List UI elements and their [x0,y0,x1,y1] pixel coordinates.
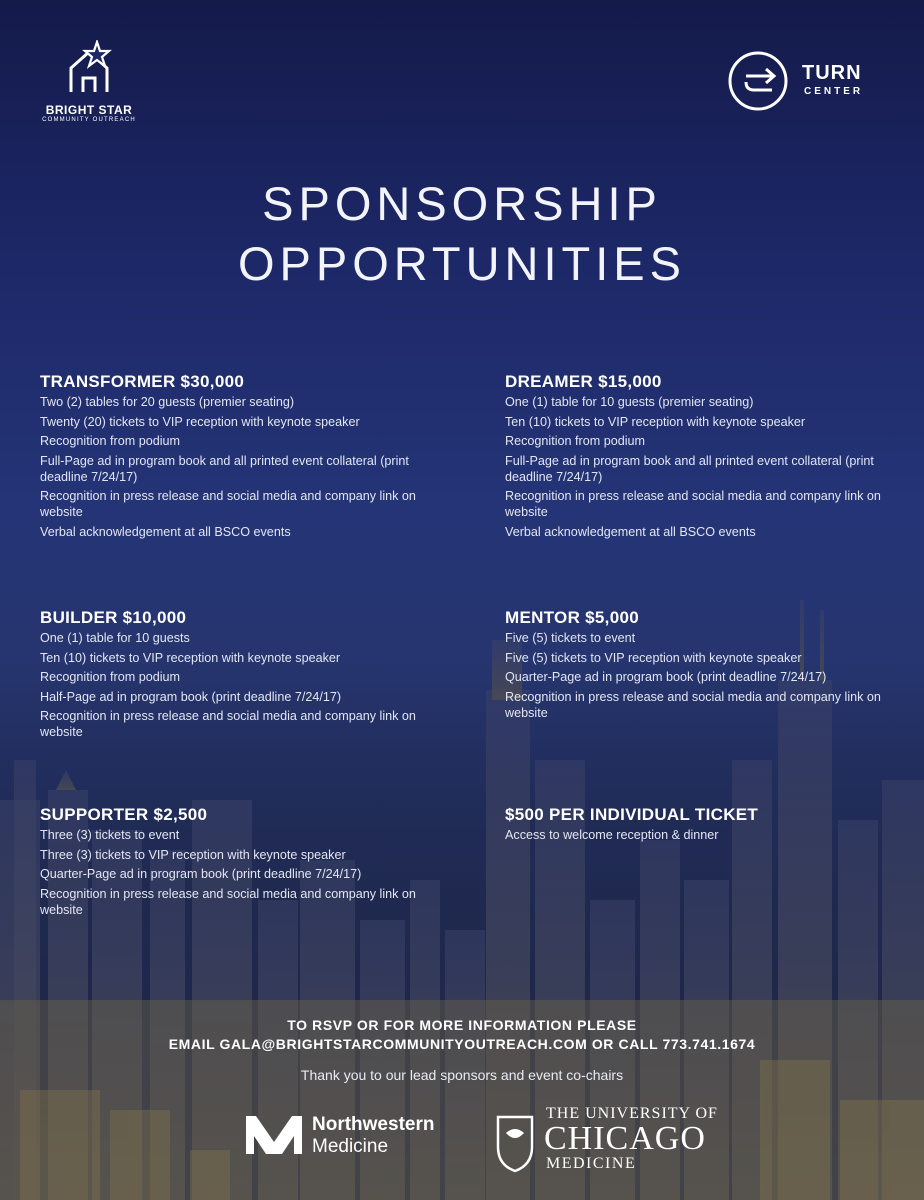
turn-arrow-icon [726,48,794,114]
benefit-item: Quarter-Page ad in program book (print deadline 7/24/17) [40,867,362,881]
benefit-item: Three (3) tickets to VIP reception with keynote speaker [40,847,346,862]
bright-star-name: BRIGHT STAR [45,103,133,117]
benefit-item: Five (5) tickets to event [505,631,636,645]
tier-heading: DREAMER $15,000 [505,372,662,391]
tier-mentor [505,608,924,724]
benefit-item: Verbal acknowledgement at all BSCO events [40,524,291,539]
tier-transformer [40,372,460,543]
uchicago-medicine-logo [494,1103,734,1175]
benefit-item: Recognition in press release and social media and company link on website [40,886,416,917]
benefit-item: Two (2) tables for 20 guests (premier seating) [40,395,295,409]
benefit-item: Recognition in press release and social media and company link on website [505,489,881,519]
turn-center-logo [726,48,896,114]
benefit-item: Recognition from podium [40,670,181,684]
northwestern-medicine-logo [244,1112,474,1162]
tier-individual-ticket [505,805,924,847]
tier-builder [40,608,460,744]
tier-heading: TRANSFORMER $30,000 [40,372,245,391]
thanks-line: Thank you to our lead sponsors and event co-chairs [300,1067,624,1083]
uchicago-shield-icon [494,1103,538,1175]
benefit-item: Access to welcome reception & dinner [505,828,719,842]
benefit-item: Three (3) tickets to event [40,828,180,842]
benefit-item: Quarter-Page ad in program book (print deadline 7/24/17) [505,670,827,684]
uchicago-line3: MEDICINE [546,1155,637,1172]
benefit-item: Ten (10) tickets to VIP reception with keynote speaker [505,414,806,429]
page-title-line1: SPONSORSHIP [262,177,662,230]
tier-heading: BUILDER $10,000 [40,608,187,627]
benefit-item: Verbal acknowledgement at all BSCO events [505,524,756,539]
tier-heading: SUPPORTER $2,500 [40,805,208,824]
benefit-item: Five (5) tickets to VIP reception with keynote speaker [505,650,802,665]
nm-monogram-icon [244,1112,304,1158]
benefit-item: Half-Page ad in program book (print deadline 7/24/17) [40,689,342,704]
rsvp-line-1: TO RSVP OR FOR MORE INFORMATION PLEASE [287,1017,637,1033]
tier-heading: $500 PER INDIVIDUAL TICKET [505,805,759,824]
tier-dreamer [505,372,924,543]
benefit-item: One (1) table for 10 guests (premier seating) [505,395,754,409]
uchicago-line1: THE UNIVERSITY OF [546,1105,718,1122]
turn-center-name: TURN [802,62,862,84]
bright-star-subtitle: COMMUNITY OUTREACH [42,117,136,123]
benefit-item: Recognition from podium [40,434,181,448]
benefit-item: Recognition in press release and social media and company link on website [40,489,416,519]
benefit-item: Recognition in press release and social media and company link on website [505,689,881,720]
turn-center-subtitle: CENTER [804,86,864,97]
benefit-item: One (1) table for 10 guests [40,631,190,645]
northwestern-medicine: Medicine [312,1136,389,1157]
northwestern-name: Northwestern [312,1114,435,1135]
bright-star-logo [34,40,144,123]
house-star-icon [61,40,117,96]
benefit-item: Twenty (20) tickets to VIP reception with keynote speaker [40,414,360,429]
benefit-item: Ten (10) tickets to VIP reception with keynote speaker [40,650,341,665]
tier-heading: MENTOR $5,000 [505,608,639,627]
benefit-item: Full-Page ad in program book and all printed event collateral (print deadline 7/24/17) [40,453,409,484]
benefit-item: Full-Page ad in program book and all printed event collateral (print deadline 7/24/17) [505,453,874,484]
benefit-item: Recognition in press release and social media and company link on website [40,709,416,739]
tier-supporter [40,805,460,921]
page-title-line2: OPPORTUNITIES [237,237,687,290]
uchicago-line2: CHICAGO [544,1120,706,1157]
rsvp-line-2: EMAIL GALA@BRIGHTSTARCOMMUNITYOUTREACH.COM OR CALL 773.741.1674 [168,1036,756,1052]
benefit-item: Recognition from podium [505,434,646,448]
